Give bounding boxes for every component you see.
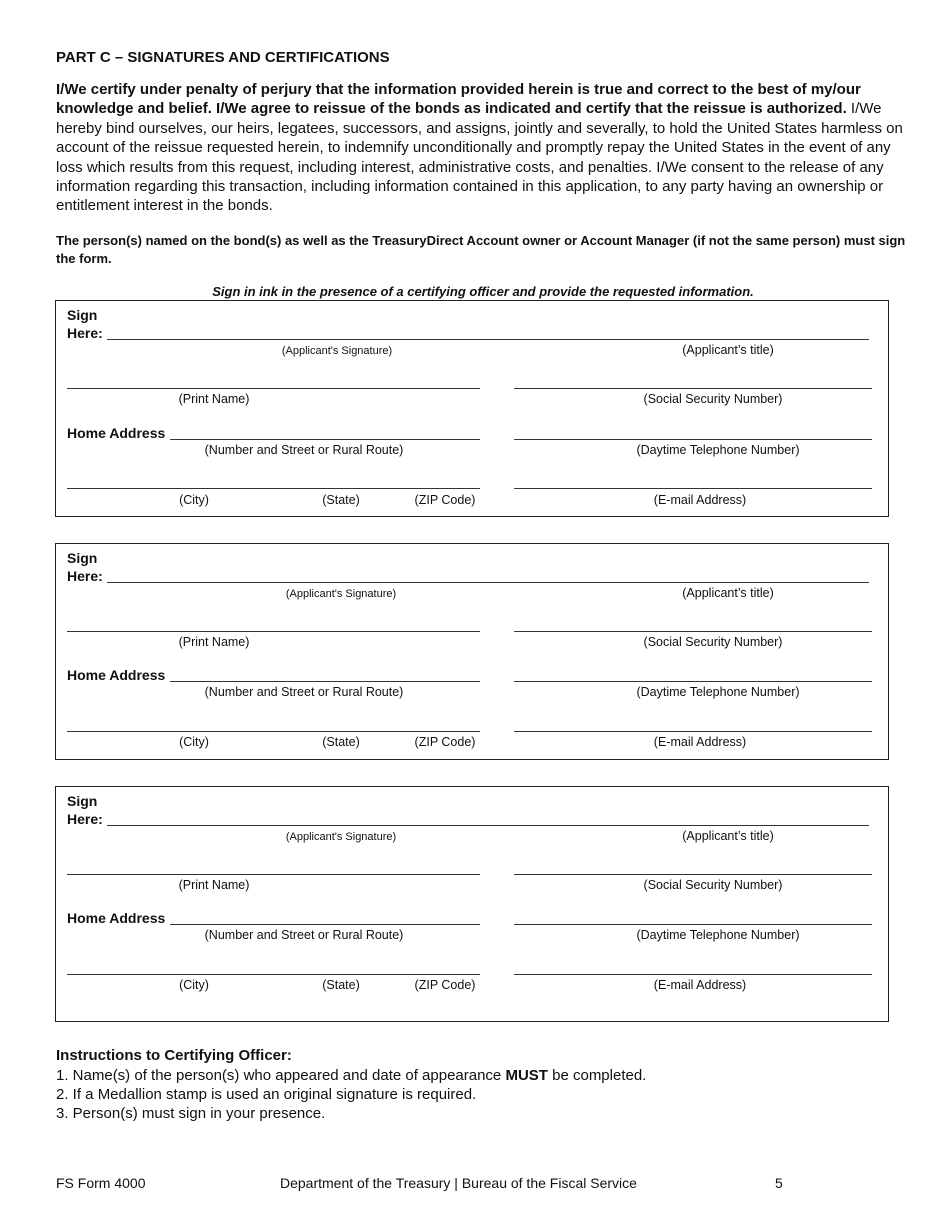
zip-caption: (ZIP Code) — [414, 493, 476, 507]
ssn-line[interactable] — [514, 631, 872, 632]
print-name-line[interactable] — [67, 631, 480, 632]
here-label: Here: — [67, 325, 103, 341]
ink-instruction: Sign in ink in the presence of a certifying officer and provide the requested information. — [212, 284, 754, 299]
email-caption: (E-mail Address) — [653, 493, 747, 507]
signature-box-3 — [55, 786, 889, 1022]
ssn-caption: (Social Security Number) — [643, 635, 783, 649]
certification-bold-text: I/We certify under penalty of perjury that the information provided herein is true and correct to the best of my/our knowledge and belief. I/We agree to reissue of the bonds as indicated and certify that the reissue is authorized. — [56, 81, 861, 118]
certification-regular-text: I/We hereby bind ourselves, our heirs, legatees, successors, and assigns, jointly and severally, to hold the United States harmless on account of the reissue requested herein, to indemnify unconditionally and promptly repay the United States in the event of any loss which results from this request, including interest, administrative costs, and penalties. I/We consent to the release of any information regarding this transaction, including information contained in this application, to any party having an ownership or entitlement interest in the bonds. — [56, 100, 903, 215]
applicant-signature-caption: (Applicant's Signature) — [285, 831, 397, 843]
phone-line[interactable] — [514, 439, 872, 440]
section-heading: PART C – SIGNATURES AND CERTIFICATIONS — [56, 49, 390, 66]
print-name-line[interactable] — [67, 388, 480, 389]
phone-caption: (Daytime Telephone Number) — [636, 685, 800, 699]
instruction-item-1-text-b: be completed. — [547, 1067, 647, 1084]
print-name-caption: (Print Name) — [178, 878, 250, 892]
applicant-title-caption: (Applicant’s title) — [682, 829, 774, 843]
city-state-zip-line[interactable] — [67, 731, 480, 732]
footer-form-name: FS Form 4000 — [56, 1175, 146, 1191]
signature-line[interactable] — [107, 582, 869, 583]
instructions-title: Instructions to Certifying Officer: — [56, 1047, 292, 1064]
certification-paragraph — [56, 80, 916, 216]
street-caption: (Number and Street or Rural Route) — [204, 928, 404, 942]
applicant-signature-caption: (Applicant's Signature) — [281, 345, 393, 357]
print-name-caption: (Print Name) — [178, 392, 250, 406]
sign-label: Sign — [67, 550, 98, 566]
instruction-item-2: 2. If a Medallion stamp is used an original signature is required. — [56, 1086, 477, 1103]
signature-line[interactable] — [107, 825, 869, 826]
street-line[interactable] — [170, 924, 480, 925]
zip-caption: (ZIP Code) — [414, 978, 476, 992]
instruction-item-1 — [56, 1067, 646, 1084]
ssn-line[interactable] — [514, 874, 872, 875]
phone-line[interactable] — [514, 681, 872, 682]
here-label: Here: — [67, 568, 103, 584]
ssn-line[interactable] — [514, 388, 872, 389]
city-caption: (City) — [179, 493, 209, 507]
city-caption: (City) — [179, 978, 209, 992]
street-line[interactable] — [170, 439, 480, 440]
applicant-title-caption: (Applicant’s title) — [682, 586, 774, 600]
state-caption: (State) — [322, 735, 360, 749]
email-line[interactable] — [514, 974, 872, 975]
phone-caption: (Daytime Telephone Number) — [636, 443, 800, 457]
email-caption: (E-mail Address) — [653, 735, 747, 749]
home-address-label: Home Address — [67, 667, 166, 683]
footer-page-number: 5 — [775, 1175, 783, 1191]
street-caption: (Number and Street or Rural Route) — [204, 685, 404, 699]
state-caption: (State) — [322, 493, 360, 507]
signature-line[interactable] — [107, 339, 869, 340]
email-caption: (E-mail Address) — [653, 978, 747, 992]
state-caption: (State) — [322, 978, 360, 992]
home-address-label: Home Address — [67, 910, 166, 926]
city-state-zip-line[interactable] — [67, 488, 480, 489]
print-name-line[interactable] — [67, 874, 480, 875]
print-name-caption: (Print Name) — [178, 635, 250, 649]
phone-caption: (Daytime Telephone Number) — [636, 928, 800, 942]
ssn-caption: (Social Security Number) — [643, 392, 783, 406]
city-caption: (City) — [179, 735, 209, 749]
street-line[interactable] — [170, 681, 480, 682]
phone-line[interactable] — [514, 924, 872, 925]
here-label: Here: — [67, 811, 103, 827]
applicant-title-caption: (Applicant’s title) — [682, 343, 774, 357]
signers-note: The person(s) named on the bond(s) as well as the TreasuryDirect Account owner or Account Manager (if not the same person) must sign the form. — [56, 233, 906, 266]
instruction-item-1-bold: MUST — [505, 1067, 548, 1084]
instruction-item-1-text-a: 1. Name(s) of the person(s) who appeared and date of appearance — [56, 1067, 506, 1084]
email-line[interactable] — [514, 488, 872, 489]
home-address-label: Home Address — [67, 425, 166, 441]
footer-department: Department of the Treasury | Bureau of the Fiscal Service — [280, 1175, 637, 1191]
street-caption: (Number and Street or Rural Route) — [204, 443, 404, 457]
signature-box-1 — [55, 300, 889, 517]
instruction-item-3: 3. Person(s) must sign in your presence. — [56, 1105, 326, 1122]
applicant-signature-caption: (Applicant's Signature) — [285, 588, 397, 600]
ssn-caption: (Social Security Number) — [643, 878, 783, 892]
email-line[interactable] — [514, 731, 872, 732]
zip-caption: (ZIP Code) — [414, 735, 476, 749]
sign-label: Sign — [67, 307, 98, 323]
sign-label: Sign — [67, 793, 98, 809]
signature-box-2 — [55, 543, 889, 760]
city-state-zip-line[interactable] — [67, 974, 480, 975]
